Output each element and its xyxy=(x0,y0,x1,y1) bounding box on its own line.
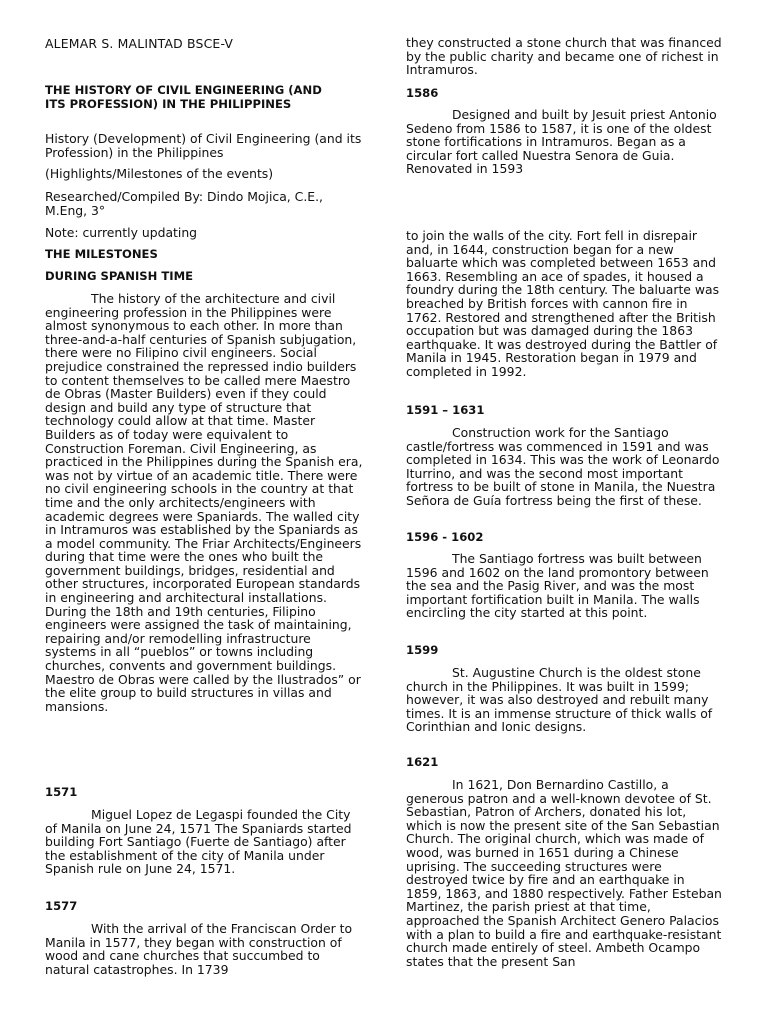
year-heading-1599: 1599 xyxy=(406,643,439,657)
entry-1571-text: Miguel Lopez de Legaspi founded the City of Manila on June 24, 1571 The Spaniards started building Fort Santiago (Fuerte de Santiago) after the establishment of the city of Manila under Spanish rule on June 24, 1571. xyxy=(45,807,352,877)
year-heading-1586: 1586 xyxy=(406,86,439,100)
intro-paragraph: The history of the architecture and civil engineering profession in the Philippines were almost synonymous to each other. In more than three-and-a-half centuries of Spanish subjugation, there were no Filipino civil engineers. Social prejudice constrained the repressed indio builders to content themselves to be called mere Maestro de Obras (Master Builders) even if they could design and build any type of structure that technology could allow at that time. Master Builders as of today were equivalent to Construction Foreman. Civil Engineering, as practiced in the Philippines during the Spanish era, was not by virtue of an academic title. There were no civil engineering schools in the country at that time and the only architects/engineers with academic degrees were Spaniards. The walled city in Intramuros was established by the Spaniards as a model community. The Friar Architects/Engineers during that time were the ones who built the government buildings, bridges, residential and other structures, incorporated European standards in engineering and architectural installations. During the 18th and 19th centuries, Filipino engineers were assigned the task of maintaining, repairing and/or remodelling infrastructure systems in all “pueblos” or towns including churches, convents and government buildings. Maestro de Obras were called by the Ilustrados” or the elite group to build structures in villas and mansions. xyxy=(45,291,363,714)
entry-1596-text: The Santiago fortress was built between 1596 and 1602 on the land promontory between the sea and the Pasig River, and was the most important fortification built in Manila. The walls encircling the city started at this point. xyxy=(406,551,709,621)
subtitle: History (Development) of Civil Engineering (and its Profession) in the Philippines xyxy=(45,131,362,160)
right-column xyxy=(406,0,722,1024)
year-heading-1621: 1621 xyxy=(406,755,439,769)
researched-by: Researched/Compiled By: Dindo Mojica, C.E., M.Eng, 3° xyxy=(45,189,323,218)
update-note: Note: currently updating xyxy=(45,225,198,240)
entry-1577-text: With the arrival of the Franciscan Order to Manila in 1577, they began with construction of wood and cane churches that succumbed to natural catastrophes. In 1739 xyxy=(45,921,353,977)
year-heading-1577: 1577 xyxy=(45,899,78,913)
author-line: ALEMAR S. MALINTAD BSCE-V xyxy=(45,36,234,51)
entry-1591-text: Construction work for the Santiago castle/fortress was commenced in 1591 and was completed in 1634. This was the work of Leonardo Iturrino, and was the second most important fortress to be built of stone in Manila, the Nuestra Señora de Guía fortress being the first of these. xyxy=(406,425,720,508)
year-heading-1571: 1571 xyxy=(45,785,78,799)
entry-1586-continued: to join the walls of the city. Fort fell in disrepair and, in 1644, construction began for a new baluarte which was completed between 1653 and 1663. Resembling an ace of spades, it housed a foundry during the 18th century. The baluarte was breached by British forces with cannon fire in 1762. Restored and strengthened after the British occupation but was damaged during the 1863 earthquake. It was destroyed during the Battler of Manila in 1945. Restoration began in 1979 and completed in 1992. xyxy=(406,228,720,379)
entry-1599-text: St. Augustine Church is the oldest stone church in the Philippines. It was built in 1599; however, it was also destroyed and rebuilt many times. It is an immense structure of thick walls of Corinthian and Ionic designs. xyxy=(406,665,713,735)
milestones-heading: THE MILESTONES xyxy=(45,247,158,261)
highlights-note: (Highlights/Milestones of the events) xyxy=(45,166,274,181)
year-heading-1591: 1591 – 1631 xyxy=(406,403,485,417)
spanish-time-heading: DURING SPANISH TIME xyxy=(45,269,194,283)
entry-1586-text: Designed and built by Jesuit priest Antonio Sedeno from 1586 to 1587, it is one of the oldest stone fortifications in Intramuros. Began as a circular fort called Nuestra Senora de Guia. Renovated in 1593 xyxy=(406,107,717,177)
entry-1621-text: In 1621, Don Bernardino Castillo, a generous patron and a well-known devotee of St. Sebastian, Patron of Archers, donated his lot, which is now the present site of the San Sebastian Church. The original church, which was made of wood, was burned in 1651 during a Chinese uprising. The succeeding structures were destroyed twice by fire and an earthquake in 1859, 1863, and 1880 respectively. Father Esteban Martinez, the parish priest at that time, approached the Spanish Architect Genero Palacios with a plan to build a fire and earthquake-resistant church made entirely of steel. Ambeth Ocampo states that the present San xyxy=(406,777,722,969)
document-title: THE HISTORY OF CIVIL ENGINEERING (AND ITS PROFESSION) IN THE PHILIPPINES xyxy=(45,83,322,111)
entry-1577-continued: they constructed a stone church that was financed by the public charity and became one of richest in Intramuros. xyxy=(406,35,722,78)
left-column xyxy=(45,0,363,1024)
year-heading-1596: 1596 - 1602 xyxy=(406,530,484,544)
